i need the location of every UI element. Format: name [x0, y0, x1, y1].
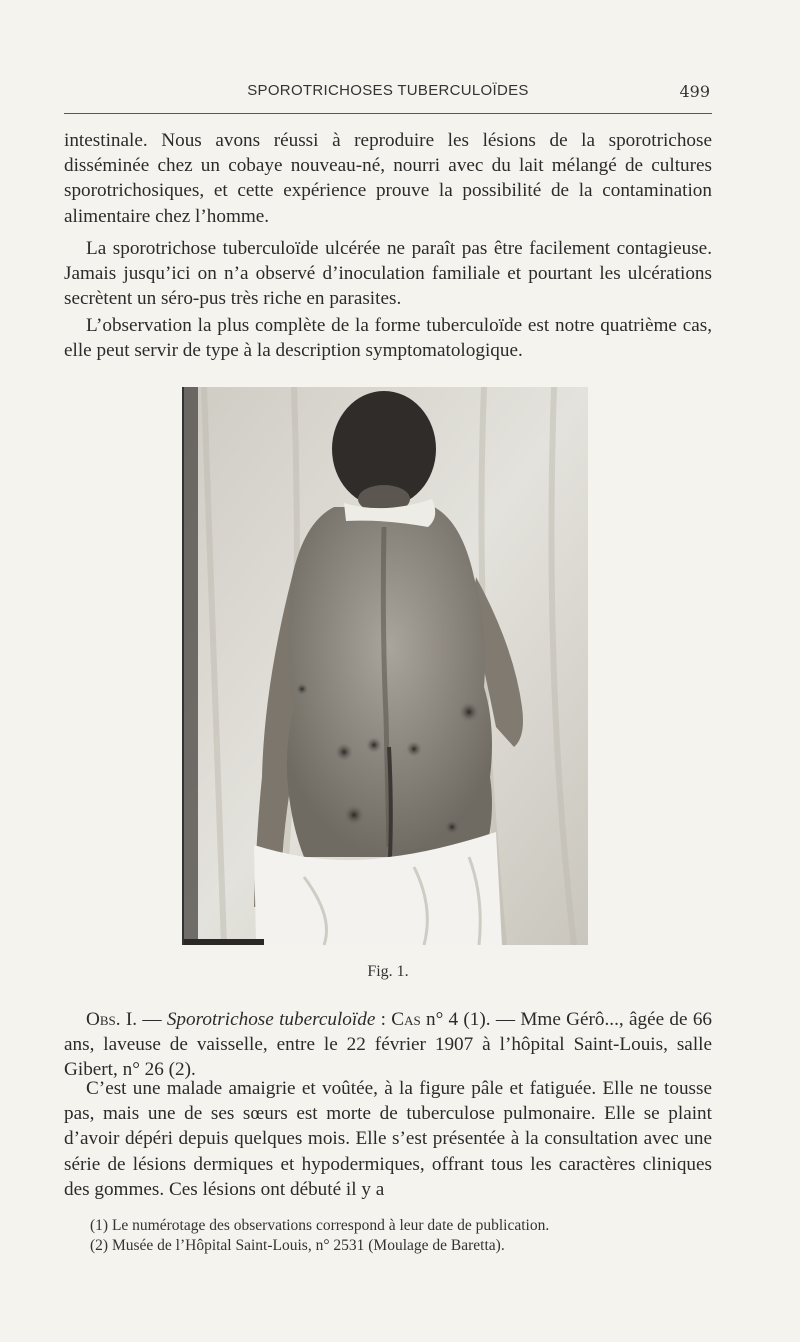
- case-label: Cas: [391, 1009, 421, 1030]
- obs-dash: —: [137, 1009, 167, 1030]
- paragraph-patient-description: C’est une malade amaigrie et voûtée, à la figure pâle et fatiguée. Elle ne tousse pas, mais une de ses sœurs est morte de tuberculose pulmonaire. Elle se plaint d’avoir dépéri depuis quelques mois. Elle s’est présentée à la consultation avec une série de lésions dermiques et hypodermiques, offrant tous les caractères cliniques des gommes. Ces lésions ont débuté il y a: [64, 1078, 712, 1200]
- header-rule: [64, 113, 712, 114]
- footnote-1: (1) Le numérotage des observations correspond à leur date de publication.: [90, 1217, 550, 1234]
- obs-title: Sporotrichose tuberculoïde: [166, 1009, 376, 1030]
- paragraph-observation-header: [64, 1007, 712, 1083]
- page-header: [64, 82, 712, 106]
- obs-label: Obs. I.: [86, 1009, 138, 1030]
- paragraph-observation-intro: L’observation la plus complète de la forme tuberculoïde est notre quatrième cas, elle peut servir de type à la description symptomatologique.: [64, 315, 712, 362]
- page-number: 499: [679, 82, 710, 101]
- case-prefix: :: [375, 1009, 392, 1030]
- paragraph-contagion: La sporotrichose tuberculoïde ulcérée ne paraît pas être facilement contagieuse. Jamais jusqu’ici on n’a observé d’inoculation familiale et pourtant les ulcérations secrètent un séro-pus très riche en parasites.: [64, 238, 712, 310]
- footnote-2: (2) Musée de l’Hôpital Saint-Louis, n° 2531 (Moulage de Baretta).: [90, 1237, 505, 1254]
- patient-photograph: [182, 387, 588, 945]
- running-title: SPOROTRICHOSES TUBERCULOÏDES: [247, 82, 529, 99]
- paragraph-intestinal: intestinale. Nous avons réussi à reproduire les lésions de la sporotrichose disséminée chez un cobaye nouveau-né, nourri avec du lait mélangé de cultures sporotrichosiques, et cette expérience prouve la possibilité de la contamination alimentaire chez l’homme.: [64, 130, 712, 227]
- footnotes: [90, 1216, 710, 1256]
- figure-caption: Fig. 1.: [367, 963, 409, 980]
- case-details: n° 4 (1). — Mme Gérô..., âgée de 66 ans, laveuse de vaisselle, entre le 22 février 1907 à l’hôpital Saint-Louis, salle Gibert, n° 26 (2).: [64, 1009, 713, 1081]
- patient-back-photo: [184, 387, 588, 945]
